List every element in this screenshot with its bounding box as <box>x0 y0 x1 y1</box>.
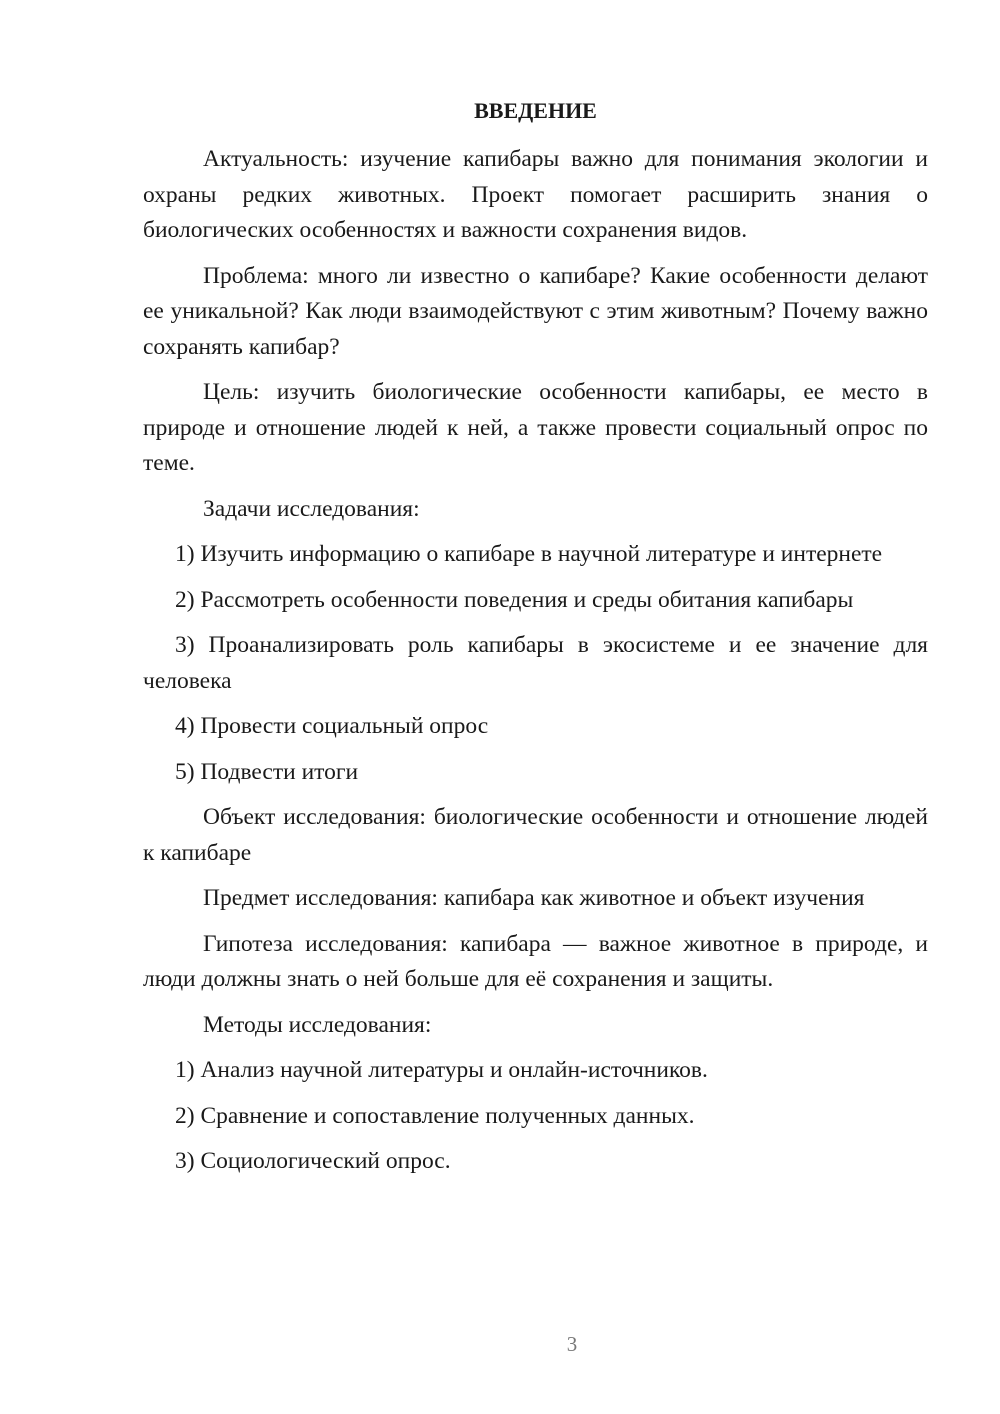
paragraph-problem: Проблема: много ли известно о капибаре? Какие особенности делают ее уникальной? Как люди взаимодействуют с этим животным? Почему важно сохранять капибар? <box>143 262 928 360</box>
paragraph-subject: Предмет исследования: капибара как животное и объект изучения <box>203 885 865 911</box>
list-item-task-3: 3) Проанализировать роль капибары в экосистеме и ее значение для человека <box>143 632 928 694</box>
paragraph-relevance: Актуальность: изучение капибары важно для понимания экологии и охраны редких животных. Проект помогает расширить знания о биологических особенностях и важности сохранения видов. <box>143 146 928 243</box>
list-item-method-1: 1) Анализ научной литературы и онлайн-источников. <box>175 1057 708 1083</box>
list-item-task-2: 2) Рассмотреть особенности поведения и среды обитания капибары <box>175 586 854 613</box>
list-item-method-2: 2) Сравнение и сопоставление полученных данных. <box>175 1102 695 1129</box>
list-item-task-4: 4) Провести социальный опрос <box>175 713 489 739</box>
list-item-method-3: 3) Социологический опрос. <box>175 1148 451 1174</box>
section-title: ВВЕДЕНИЕ <box>474 98 597 123</box>
page-content <box>143 96 928 1190</box>
paragraph-object: Объект исследования: биологические особенности и отношение людей к капибаре <box>143 804 928 866</box>
tasks-heading: Задачи исследования: <box>203 495 420 522</box>
page-number: 3 <box>566 1332 578 1356</box>
list-item-task-5: 5) Подвести итоги <box>175 758 359 785</box>
list-item-task-1: 1) Изучить информацию о капибаре в научной литературе и интернете <box>175 541 883 567</box>
paragraph-hypothesis: Гипотеза исследования: капибара — важное животное в природе, и люди должны знать о ней больше для её сохранения и защиты. <box>143 930 928 992</box>
methods-heading: Методы исследования: <box>203 1011 432 1038</box>
paragraph-goal: Цель: изучить биологические особенности капибары, ее место в природе и отношение людей к ней, а также провести социальный опрос по теме. <box>143 379 928 476</box>
